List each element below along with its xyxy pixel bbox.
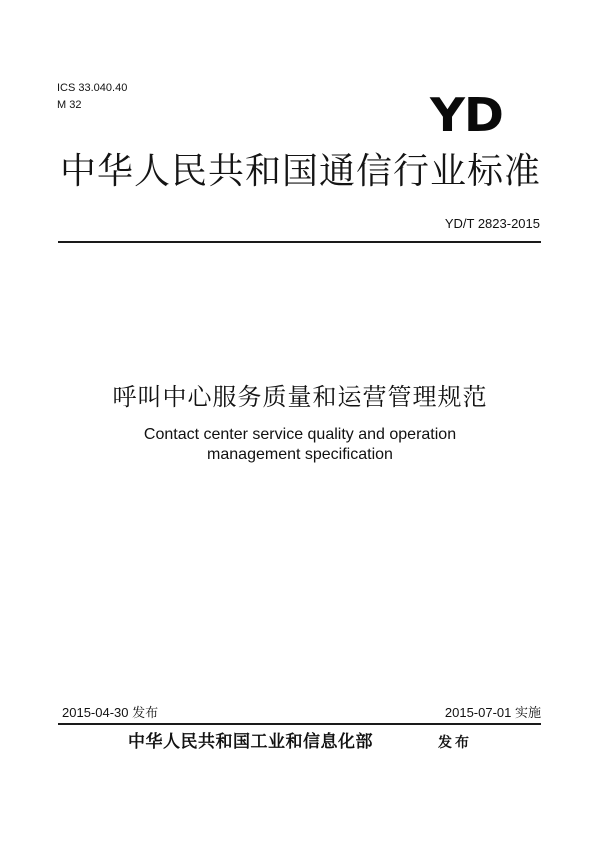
document-title-chinese: 呼叫中心服务质量和运营管理规范 bbox=[112, 383, 488, 411]
publisher-name: 中华人民共和国工业和信息化部 bbox=[128, 732, 373, 752]
document-title-english-line1: Contact center service quality and operation bbox=[143, 426, 457, 443]
ics-code: ICS 33.040.40 bbox=[57, 82, 128, 94]
category-code: M 32 bbox=[57, 99, 82, 111]
standard-category-title: 中华人民共和国通信行业标准 bbox=[60, 151, 542, 192]
header-divider bbox=[58, 241, 541, 243]
implementation-date: 2015-07-01 实施 bbox=[444, 705, 541, 720]
publisher-action: 发布 bbox=[438, 735, 472, 751]
footer-divider bbox=[58, 723, 541, 725]
standard-number: YD/T 2823-2015 bbox=[444, 216, 540, 231]
yd-logo: YD bbox=[430, 88, 503, 142]
document-title-english-line2: management specification bbox=[207, 446, 393, 463]
issue-date: 2015-04-30 发布 bbox=[62, 705, 159, 720]
